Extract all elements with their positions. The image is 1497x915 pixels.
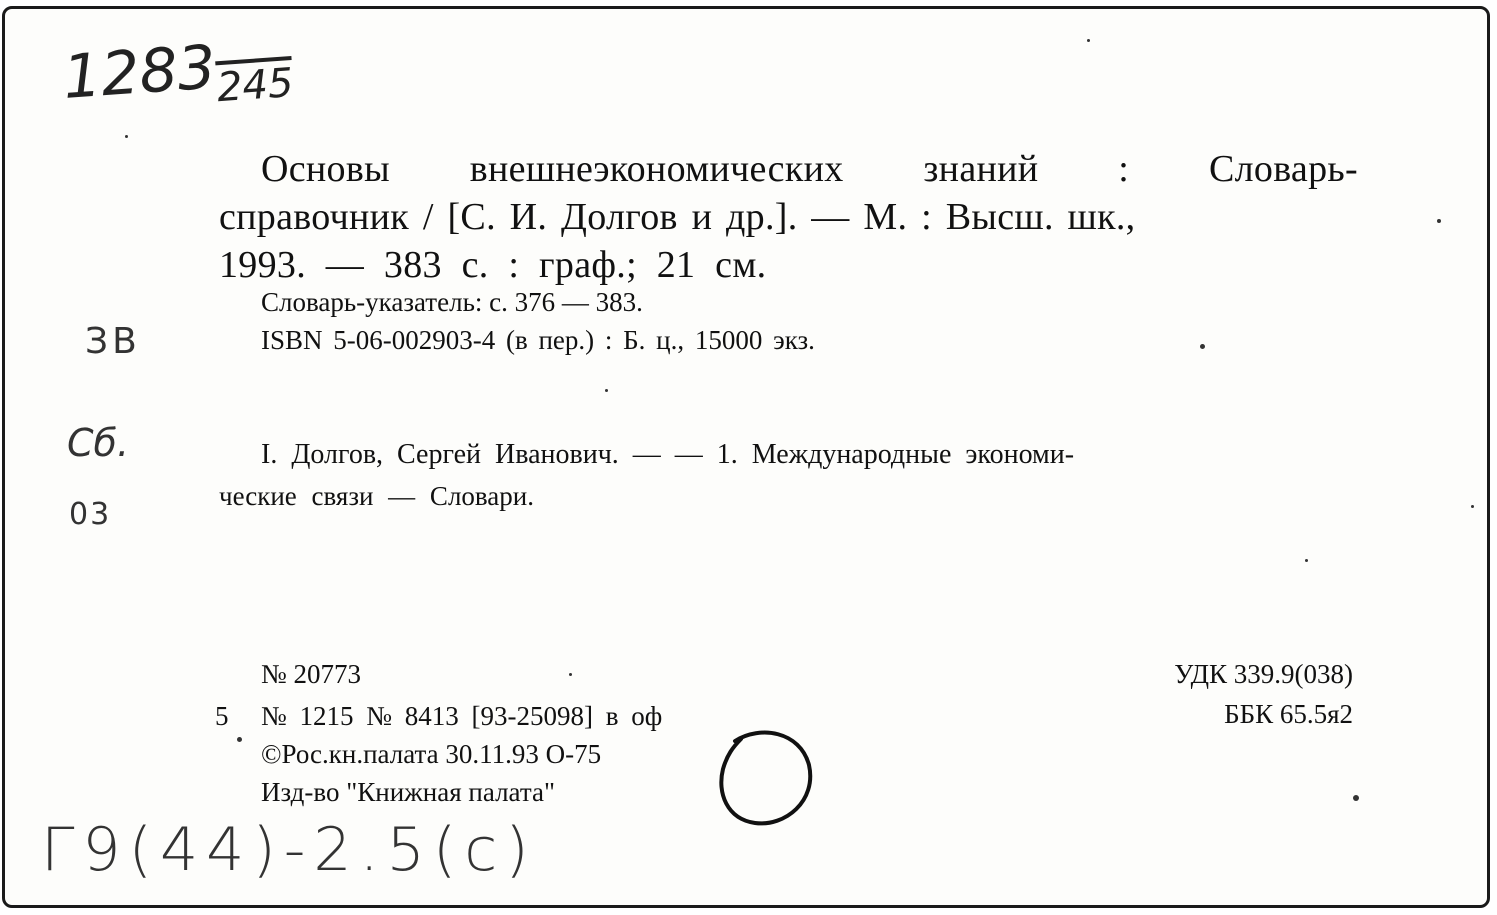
margin-note: ЗВ [85, 321, 141, 362]
title-word: Словарь- [1208, 148, 1358, 190]
tracing-line-2: ческие связи — Словари. [219, 481, 534, 511]
title-word: Основы [261, 148, 390, 190]
order-numbers: № 1215 № 8413 [93-25098] в оф [261, 701, 663, 731]
index-note: Словарь-указатель: с. 376 — 383. [261, 287, 643, 317]
dust-speck [1200, 344, 1205, 349]
card-number: № 20773 [261, 659, 362, 689]
dust-speck [125, 135, 128, 138]
dust-speck [1305, 559, 1308, 562]
margin-note: Сб. [67, 421, 130, 465]
handwritten-main: 1283 [60, 32, 219, 113]
title-line-2: справочник / [С. И. Долгов и др.]. — М. : Высш. шк., [219, 196, 1136, 238]
handwritten-call-number [61, 27, 294, 113]
title-word: внешнеэкономических [469, 148, 844, 190]
title-word: : [1118, 148, 1130, 190]
line-prefix: 5 [215, 701, 229, 731]
title-line-3: 1993. — 383 с. : граф.; 21 см. [219, 244, 767, 286]
catalog-card [2, 6, 1490, 908]
copyright-line: ©Рос.кн.палата 30.11.93 О-75 [261, 739, 602, 769]
isbn-line: ISBN 5-06-002903-4 (в пер.) : Б. ц., 15000 экз. [261, 325, 815, 355]
dust-speck [569, 673, 572, 676]
dust-speck [605, 389, 608, 392]
margin-note: 03 [69, 497, 112, 532]
tracing-line-1: I. Долгов, Сергей Иванович. — — 1. Международные экономи- [261, 439, 1075, 470]
publisher-line: Изд-во "Книжная палата" [261, 777, 555, 807]
bbk-code: ББК 65.5я2 [1224, 699, 1353, 729]
handwritten-sub: 245 [215, 60, 295, 112]
dust-speck [1437, 219, 1441, 223]
dust-speck [1087, 39, 1090, 42]
hand-drawn-circle [705, 723, 823, 835]
dust-speck [237, 737, 242, 742]
handwritten-classification: Г9(44)-2.5(с) [41, 815, 537, 885]
title-word: знаний [923, 148, 1039, 190]
udk-code: УДК 339.9(038) [1174, 659, 1353, 689]
dust-speck [1471, 505, 1474, 508]
title-line-1 [261, 147, 1358, 191]
dust-speck [1353, 795, 1359, 801]
